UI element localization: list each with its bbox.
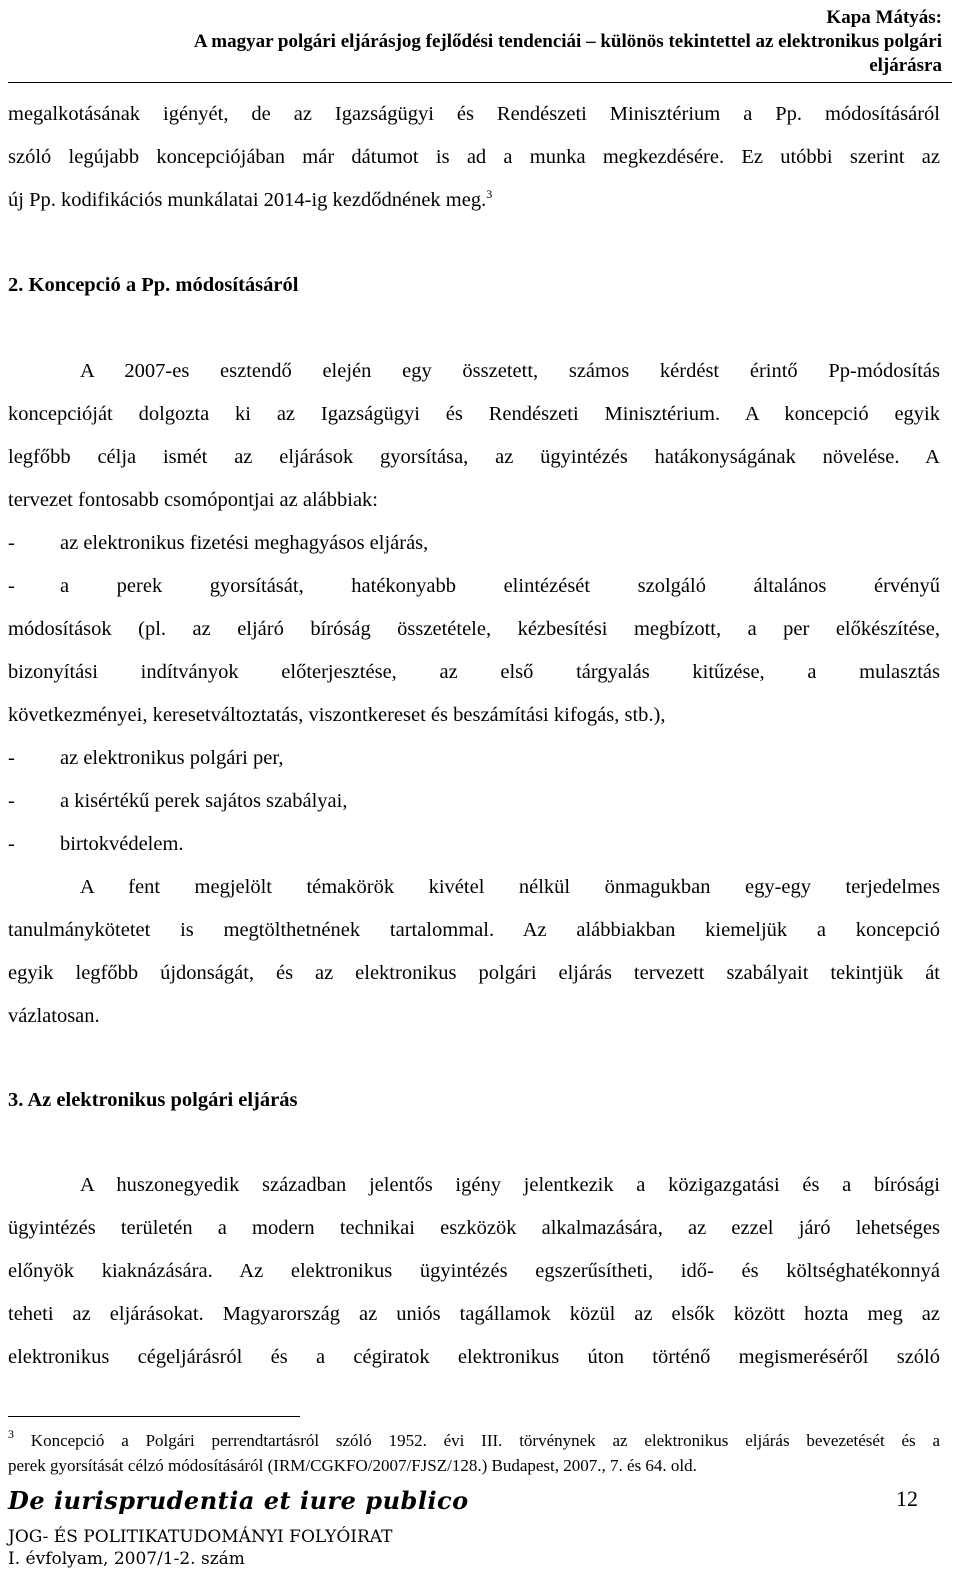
list-item (8, 737, 940, 780)
journal-volume: I. évfolyam, 2007/1-2. szám (8, 1549, 245, 1569)
concept-list (8, 522, 940, 866)
list-item-text: a perek gyorsítását, hatékonyabb elintézését szolgáló általános érvényű (60, 575, 940, 597)
section-3-heading: 3. Az elektronikus polgári eljárás (8, 1089, 298, 1111)
text-line: legfőbb célja ismét az eljárások gyorsítása, az ügyintézés hatákonyságának növelése. A (8, 446, 940, 468)
text-line: módosítások (pl. az eljáró bíróság összetétele, kézbesítési megbízott, a per előkészítése, (8, 618, 940, 640)
list-item (8, 823, 940, 866)
list-item-text: az elektronikus fizetési meghagyásos eljárás, (60, 532, 429, 554)
page-number: 12 (896, 1486, 918, 1511)
section-2-heading: 2. Koncepció a Pp. módosításáról (8, 274, 299, 296)
text-line: egyik legfőbb újdonságát, és az elektronikus polgári eljárás tervezett szabályait tekintjük át (8, 962, 940, 984)
list-item (8, 565, 940, 608)
footnote (8, 1428, 940, 1478)
text-line (8, 179, 940, 222)
text-line: szóló legújabb koncepciójában már dátumot is ad a munka megkezdésére. Ez utóbbi szerint az (8, 146, 940, 168)
running-header (194, 6, 942, 78)
text-line: A 2007-es esztendő elején egy összetett, számos kérdést érintő Pp-módosítás (80, 360, 940, 382)
list-item (8, 780, 940, 823)
text-line: A huszonegyedik században jelentős igény jelentkezik a közigazgatási és a bírósági (80, 1174, 940, 1196)
section-2-paragraph-2 (8, 866, 940, 1038)
text-line: A fent megjelölt témakörök kivétel nélkül önmagukban egy-egy terjedelmes (80, 876, 940, 898)
list-marker: - (8, 790, 15, 812)
text-line: megalkotásának igényét, de az Igazságügyi és Rendészeti Minisztérium a Pp. módosításáról (8, 103, 940, 125)
footnote-divider (8, 1416, 300, 1417)
list-item-text: birtokvédelem. (60, 833, 184, 855)
footnote-text: Koncepció a Polgári perrendtartásról szóló 1952. évi III. törvénynek az elektronikus eljárás bevezetését és a (30, 1431, 940, 1450)
journal-info (8, 1526, 392, 1570)
text-line: vázlatosan. (8, 1005, 100, 1027)
list-marker: - (8, 575, 15, 597)
text-line: következményei, keresetváltoztatás, viszontkereset és beszámítási kifogás, stb.), (8, 704, 666, 726)
section-3-paragraph-1 (8, 1164, 940, 1379)
text-line: elektronikus cégeljárásról és a cégiratok elektronikus úton történő megismeréséről szóló (8, 1346, 940, 1368)
header-divider (8, 82, 952, 83)
text-line: teheti az eljárásokat. Magyarország az uniós tagállamok közül az elsők között hozta meg az (8, 1303, 940, 1325)
text-line: tanulmánykötetet is megtölthetnének tartalommal. Az alábbiakban kiemeljük a koncepció (8, 919, 940, 941)
list-marker: - (8, 833, 15, 855)
list-item-text: a kisértékű perek sajátos szabályai, (60, 790, 348, 812)
footnote-line (8, 1428, 940, 1453)
text-line: tervezet fontosabb csomópontjai az alábbiak: (8, 489, 379, 511)
header-author: Kapa Mátyás: (826, 7, 942, 28)
text-line: bizonyítási indítványok előterjesztése, az első tárgyalás kitűzése, a mulasztás (8, 661, 940, 683)
footnote-number: 3 (8, 1427, 14, 1441)
list-marker: - (8, 747, 15, 769)
journal-title: De iurisprudentia et iure publico (8, 1486, 469, 1515)
footnote-line: perek gyorsítását célzó módosításáról (IRM/CGKFO/2007/FJSZ/128.) Budapest, 2007., 7. és 64. old. (8, 1456, 697, 1475)
journal-subtitle: JOG- ÉS POLITIKATUDOMÁNYI FOLYÓIRAT (8, 1527, 393, 1547)
header-title-line1: A magyar polgári eljárásjog fejlődési tendenciái – különös tekintettel az elektronikus polgári (193, 31, 942, 52)
text-line: előnyök kiaknázására. Az elektronikus ügyintézés egszerűsítheti, idő- és költséghatékonnyá (8, 1260, 940, 1282)
text-line: ügyintézés területén a modern technikai eszközök alkalmazására, az ezzel járó lehetséges (8, 1217, 940, 1239)
footnote-reference[interactable]: 3 (486, 187, 493, 201)
text-line: koncepcióját dolgozta ki az Igazságügyi és Rendészeti Minisztérium. A koncepció egyik (8, 403, 940, 425)
list-item-text: az elektronikus polgári per, (60, 747, 284, 769)
section-2-paragraph-1 (8, 350, 940, 522)
header-title-line2: eljárásra (869, 55, 942, 76)
text-span: új Pp. kodifikációs munkálatai 2014-ig kezdődnének meg. (8, 189, 487, 211)
intro-paragraph (8, 93, 940, 222)
list-item (8, 522, 940, 565)
list-marker: - (8, 532, 15, 554)
